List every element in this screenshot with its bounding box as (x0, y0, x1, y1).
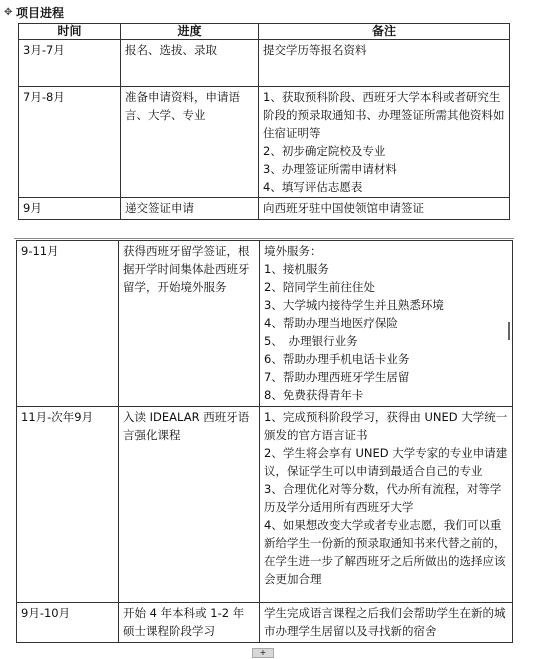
note-line: 学生完成语言课程之后我们会帮助学生在新的城市办理学生居留以及寻找新的宿舍 (264, 606, 506, 638)
cell-progress: 获得西班牙留学签证，根据开学时间集体赴西班牙留学，开始境外服务 (119, 241, 260, 407)
column-resize-handle[interactable] (508, 322, 510, 340)
cell-notes (259, 198, 510, 220)
cell-progress: 准备申请资料，申请语言、大学、专业 (121, 87, 259, 198)
note-line: 4、帮助办理当地医疗保险 (264, 316, 398, 330)
note-line: 4、填写评估志愿表 (263, 180, 363, 194)
note-line: 2、陪同学生前往住处 (264, 280, 375, 294)
note-line: 8、免费获得青年卡 (264, 388, 364, 402)
table-add-row-handle-icon[interactable]: + (252, 648, 274, 658)
note-line: 7、帮助办理西班牙学生居留 (264, 370, 410, 384)
note-line: 3、大学城内接待学生并且熟悉环境 (264, 298, 444, 312)
header-progress: 进度 (121, 24, 259, 40)
note-line: 5、 办理银行业务 (264, 334, 358, 348)
cell-time: 11月-次年9月 (17, 407, 119, 603)
cell-notes (259, 40, 510, 87)
cell-progress: 递交签证申请 (121, 198, 259, 220)
cell-time: 3月-7月 (19, 40, 121, 87)
note-line: 2、初步确定院校及专业 (263, 144, 386, 158)
schedule-table-page-1 (18, 23, 510, 220)
cell-notes (259, 87, 510, 198)
table-row (17, 241, 513, 407)
cell-notes (260, 603, 513, 643)
table-row (17, 603, 513, 643)
note-line: 3、合理优化对等分数，代办所有流程，对等学历及学分适用所有西班牙大学 (264, 482, 502, 514)
cell-time: 9月-10月 (17, 603, 119, 643)
cell-progress: 开始 4 年本科或 1-2 年硕士课程阶段学习 (119, 603, 260, 643)
table-row (19, 87, 510, 198)
table-move-handle-icon[interactable]: ✥ (4, 7, 13, 18)
cell-notes (260, 241, 513, 407)
note-line: 境外服务： (264, 244, 322, 258)
header-time: 时间 (19, 24, 121, 40)
table-row (19, 198, 510, 220)
note-line: 1、完成预科阶段学习，获得由 UNED 大学统一颁发的官方语言证书 (264, 410, 508, 442)
cell-time: 9-11月 (17, 241, 119, 407)
table-header-row (19, 24, 510, 40)
section-title: 项目进程 (16, 6, 65, 20)
cell-time: 7月-8月 (19, 87, 121, 198)
note-line: 2、学生将会享有 UNED 大学专家的专业申请建议，保证学生可以申请到最适合自己的专业 (264, 446, 508, 478)
cell-progress: 入读 IDEALAR 西班牙语言强化课程 (119, 407, 260, 603)
note-line: 4、如果想改变大学或者专业志愿，我们可以重新给学生一份新的预录取通知书来代替之前的，在学生进一步了解西班牙之后所做出的选择应该会更加合理 (264, 518, 506, 586)
note-line: 1、接机服务 (264, 262, 329, 276)
note-line: 提交学历等报名资料 (263, 43, 367, 57)
schedule-table-page-2 (16, 240, 513, 643)
table-row (17, 407, 513, 603)
cell-time: 9月 (19, 198, 121, 220)
note-line: 向西班牙驻中国使领馆申请签证 (263, 201, 424, 215)
note-line: 6、帮助办理手机电话卡业务 (264, 352, 410, 366)
page-divider (14, 238, 514, 239)
table-row (19, 40, 510, 87)
note-line: 1、获取预科阶段、西班牙大学本科或者研究生阶段的预录取通知书、办理签证所需其他资料如住宿证明等 (263, 90, 505, 140)
cell-notes (260, 407, 513, 603)
cell-progress: 报名、选拔、录取 (121, 40, 259, 87)
note-line: 3、办理签证所需申请材料 (263, 162, 397, 176)
header-notes: 备注 (259, 24, 510, 40)
